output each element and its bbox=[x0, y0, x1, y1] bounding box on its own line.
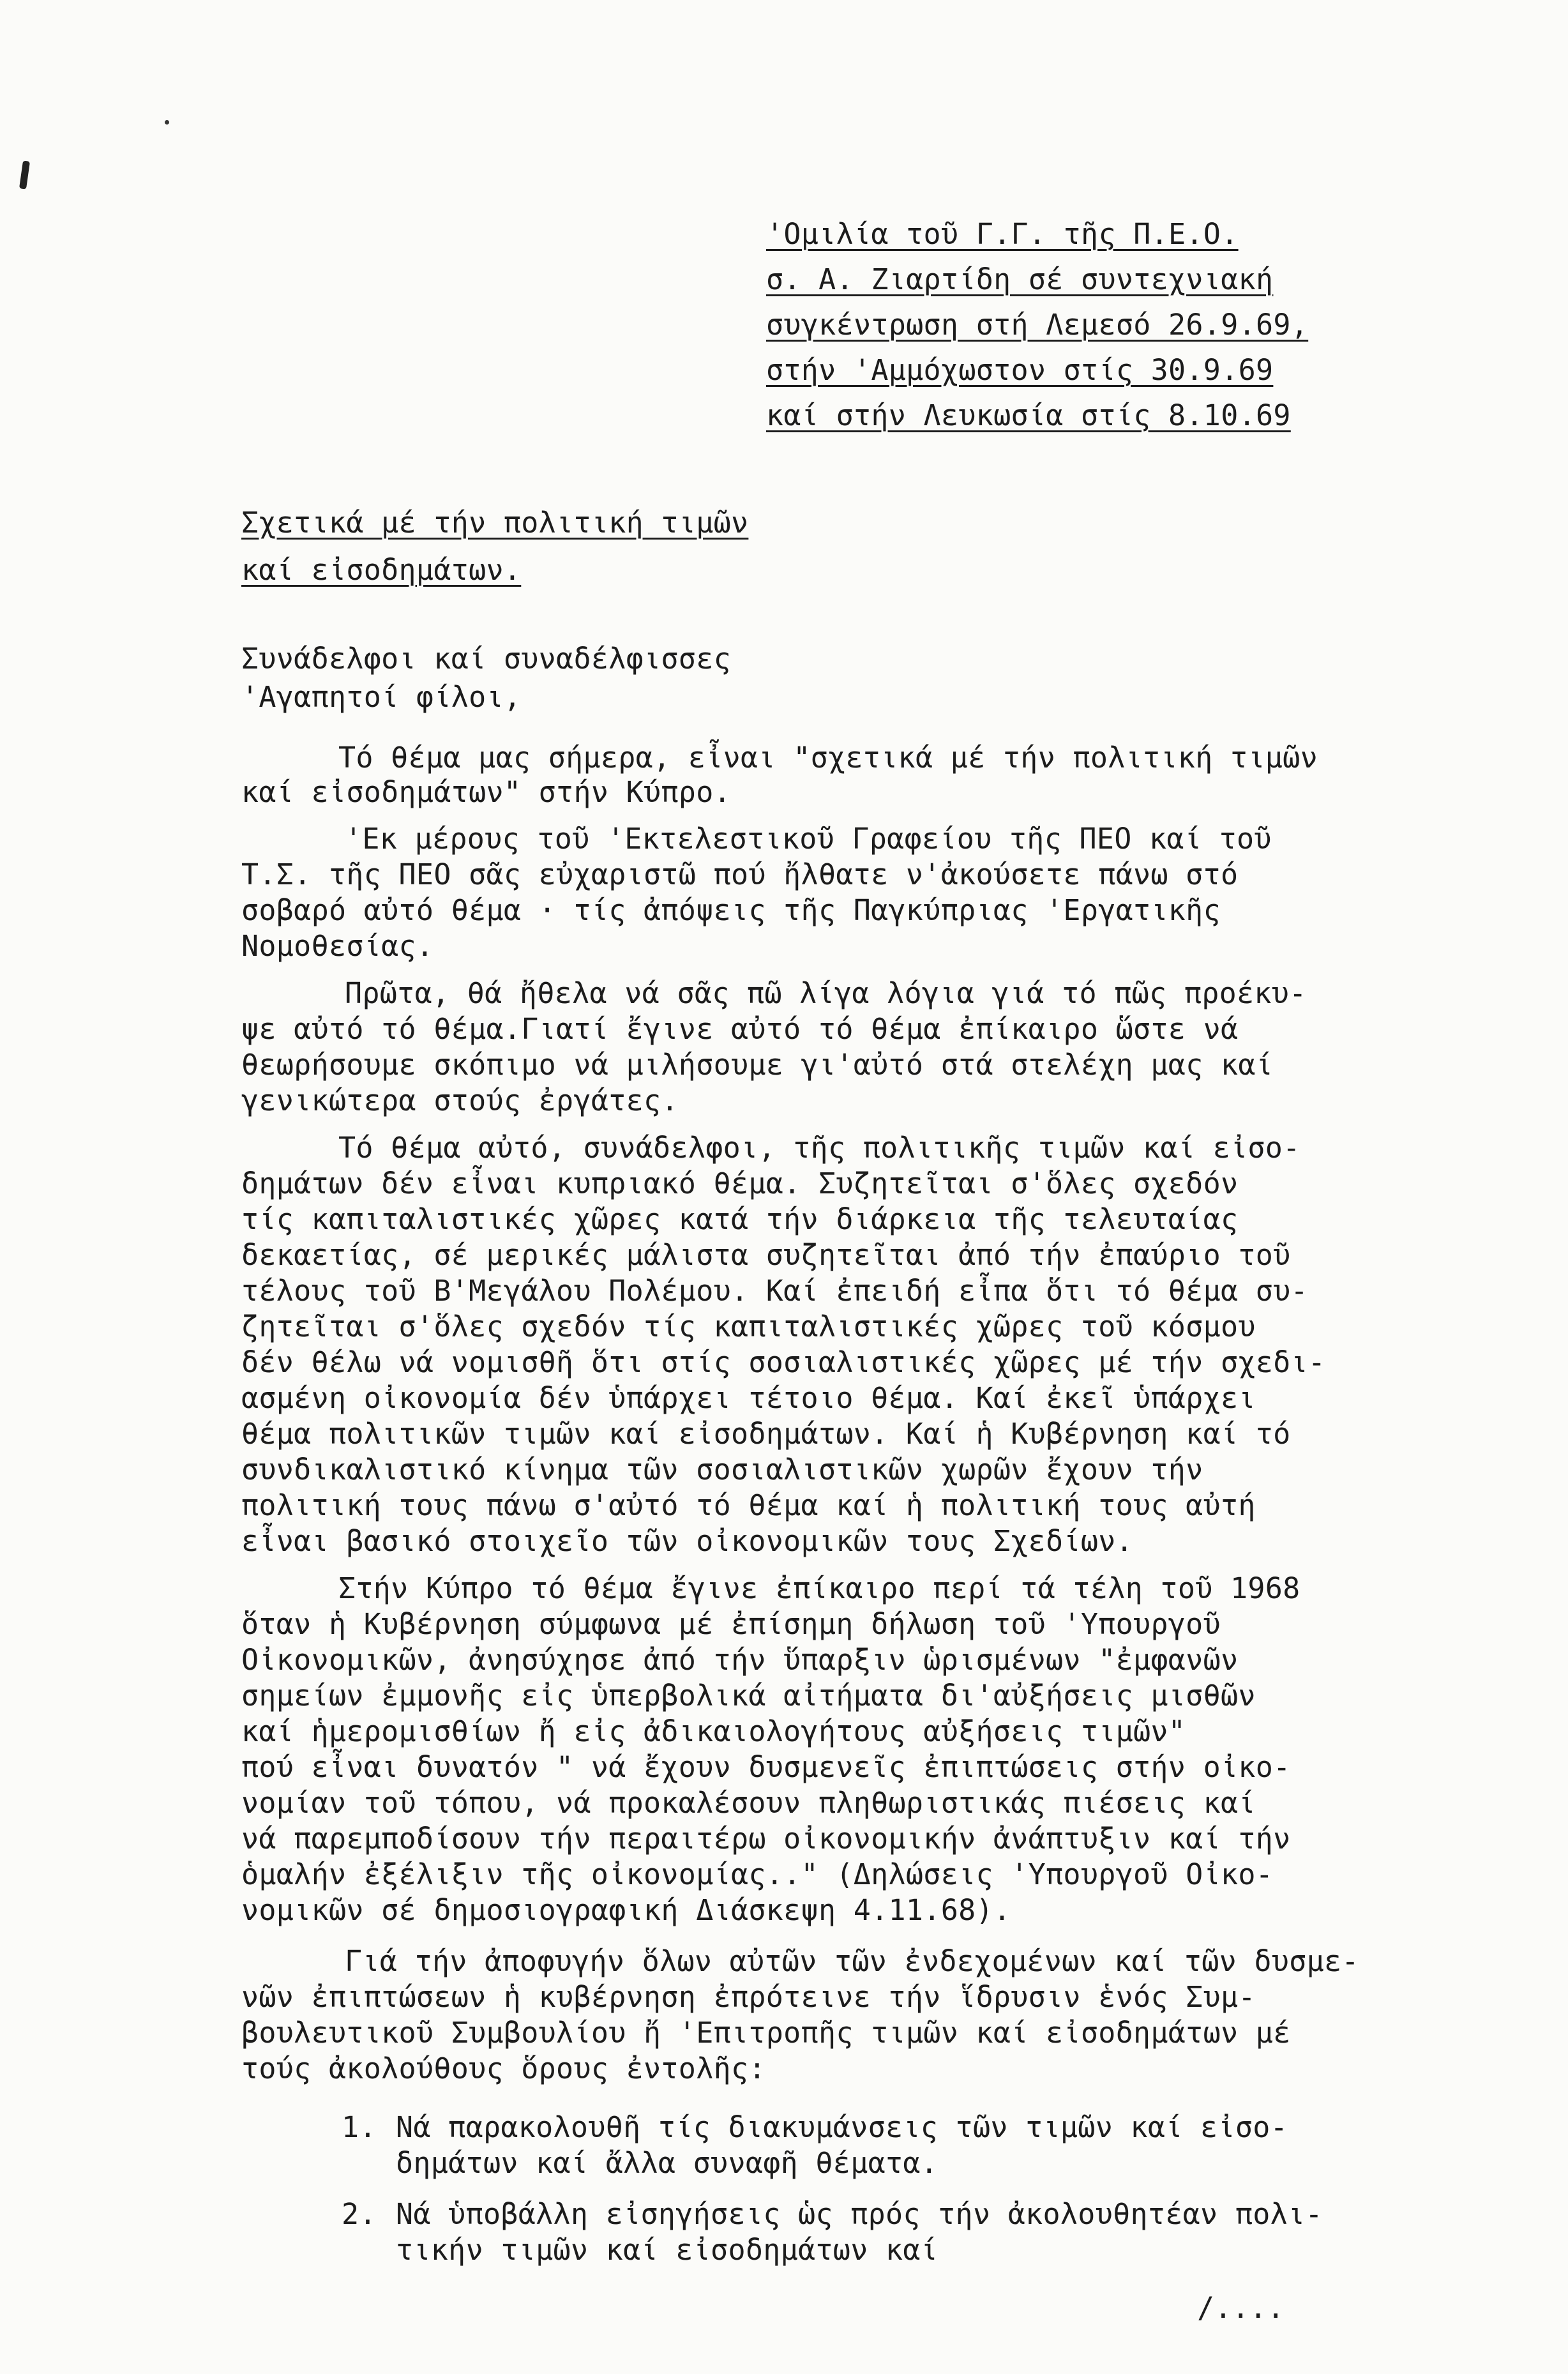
body-line: τούς ἀκολούθους ὅρους ἐντολῆς: bbox=[241, 2052, 766, 2085]
body-line: ασμένη οἰκονομία δέν ὑπάρχει τέτοιο θέμα. Καί ἐκεῖ ὑπάρχει bbox=[241, 1381, 1256, 1415]
body-line: Τό θέμα αὐτό, συνάδελφοι, τῆς πολιτικῆς τιμῶν καί εἰσο- bbox=[338, 1131, 1300, 1165]
list-item-1-line-1: Νά παρακολουθῆ τίς διακυμάνσεις τῶν τιμῶν καί εἰσο- bbox=[396, 2110, 1288, 2144]
list-item-2-line-2: τικήν τιμῶν καί εἰσοδημάτων καί bbox=[396, 2233, 939, 2267]
body-line: νομικῶν σέ δημοσιογραφική Διάσκεψη 4.11.68). bbox=[241, 1893, 1011, 1927]
header-line-2: σ. Α. Ζιαρτίδη σέ συντεχνιακή bbox=[766, 262, 1274, 296]
body-line: πού εἶναι δυνατόν " νά ἔχουν δυσμενεῖς ἐπιπτώσεις στήν οἰκο- bbox=[241, 1750, 1291, 1784]
salutation-line-2: 'Αγαπητοί φίλοι, bbox=[241, 680, 522, 714]
body-line: Τ.Σ. τῆς ΠΕΟ σᾶς εὐχαριστῶ πού ἤλθατε ν'ἀκούσετε πάνω στό bbox=[241, 858, 1239, 891]
header-line-4: στήν 'Αμμόχωστον στίς 30.9.69 bbox=[766, 353, 1274, 387]
body-line: δημάτων δέν εἶναι κυπριακό θέμα. Συζητεῖται σ'ὅλες σχεδόν bbox=[241, 1167, 1239, 1200]
body-line: καί ἡμερομισθίων ἤ εἰς ἀδικαιολογήτους αὐξήσεις τιμῶν" bbox=[241, 1714, 1186, 1748]
body-line: θεωρήσουμε σκόπιμο νά μιλήσουμε γι'αὐτό στά στελέχη μας καί bbox=[241, 1048, 1274, 1082]
body-line: Νομοθεσίας. bbox=[241, 929, 434, 963]
header-line-1: 'Ομιλία τοῦ Γ.Γ. τῆς Π.Ε.Ο. bbox=[766, 217, 1239, 251]
body-line: βουλευτικοῦ Συμβουλίου ἤ 'Επιτροπῆς τιμῶν καί εἰσοδημάτων μέ bbox=[241, 2016, 1291, 2050]
list-item-2-line-1: Νά ὑποβάλλη εἰσηγήσεις ὡς πρός τήν ἀκολουθητέαν πολι- bbox=[396, 2197, 1323, 2231]
body-line: εἶναι βασικό στοιχεῖο τῶν οἰκονομικῶν τους Σχεδίων. bbox=[241, 1524, 1134, 1558]
body-line: δεκαετίας, σέ μερικές μάλιστα συζητεῖται ἀπό τήν ἐπαύριο τοῦ bbox=[241, 1238, 1291, 1272]
body-line: ὁμαλήν ἐξέλιξιν τῆς οἰκονομίας.." (Δηλώσεις 'Υπουργοῦ Οἰκο- bbox=[241, 1857, 1274, 1891]
list-item-1-number: 1. bbox=[342, 2110, 377, 2144]
body-line: καί εἰσοδημάτων" στήν Κύπρο. bbox=[241, 775, 731, 809]
body-line: γενικώτερα στούς ἐργάτες. bbox=[241, 1084, 679, 1117]
salutation-line-1: Συνάδελφοι καί συναδέλφισσες bbox=[241, 642, 731, 676]
body-line: σημείων ἐμμονῆς εἰς ὑπερβολικά αἰτήματα δι'αὐξήσεις μισθῶν bbox=[241, 1679, 1256, 1712]
body-line: σοβαρό αὐτό θέμα · τίς ἀπόψεις τῆς Παγκύπριας 'Εργατικῆς bbox=[241, 893, 1221, 927]
body-line: θέμα πολιτικῶν τιμῶν καί εἰσοδημάτων. Καί ἡ Κυβέρνηση καί τό bbox=[241, 1417, 1291, 1451]
body-line: δέν θέλω νά νομισθῆ ὅτι στίς σοσιαλιστικές χῶρες μέ τήν σχεδι- bbox=[241, 1345, 1326, 1379]
body-line: Πρῶτα, θά ἤθελα νά σᾶς πῶ λίγα λόγια γιά τό πῶς προέκυ- bbox=[345, 976, 1307, 1010]
list-item-2-number: 2. bbox=[342, 2197, 377, 2231]
stray-dot-mark bbox=[165, 120, 169, 125]
body-line: συνδικαλιστικό κίνημα τῶν σοσιαλιστικῶν χωρῶν ἔχουν τήν bbox=[241, 1453, 1203, 1486]
body-line: τέλους τοῦ Β'Μεγάλου Πολέμου. Καί ἐπειδή εἶπα ὅτι τό θέμα συ- bbox=[241, 1274, 1308, 1308]
list-item-1-line-2: δημάτων καί ἄλλα συναφῆ θέματα. bbox=[396, 2146, 939, 2180]
body-line: Οἰκονομικῶν, ἀνησύχησε ἀπό τήν ὕπαρξιν ὡρισμένων "ἐμφανῶν bbox=[241, 1643, 1239, 1677]
body-line: Γιά τήν ἀποφυγήν ὅλων αὐτῶν τῶν ἐνδεχομένων καί τῶν δυσμε- bbox=[345, 1944, 1359, 1978]
header-line-3: συγκέντρωση στή Λεμεσό 26.9.69, bbox=[766, 308, 1309, 342]
body-line: ὅταν ἡ Κυβέρνηση σύμφωνα μέ ἐπίσημη δήλωση τοῦ 'Υπουργοῦ bbox=[241, 1607, 1221, 1641]
subject-line-1: Σχετικά μέ τήν πολιτική τιμῶν bbox=[241, 506, 749, 540]
continuation-mark: /.... bbox=[1197, 2291, 1285, 2325]
binder-hole-mark bbox=[19, 160, 30, 189]
body-line: Τό θέμα μας σήμερα, εἶναι "σχετικά μέ τήν πολιτική τιμῶν bbox=[338, 741, 1318, 775]
body-line: 'Εκ μέρους τοῦ 'Εκτελεστικοῦ Γραφείου τῆς ΠΕΟ καί τοῦ bbox=[345, 822, 1272, 856]
body-line: ψε αὐτό τό θέμα.Γιατί ἔγινε αὐτό τό θέμα ἐπίκαιρο ὥστε νά bbox=[241, 1012, 1239, 1046]
body-line: νῶν ἐπιπτώσεων ἡ κυβέρνηση ἐπρότεινε τήν ἵδρυσιν ἑνός Συμ- bbox=[241, 1980, 1256, 2014]
body-line: ζητεῖται σ'ὅλες σχεδόν τίς καπιταλιστικές χῶρες τοῦ κόσμου bbox=[241, 1310, 1256, 1343]
body-line: Στήν Κύπρο τό θέμα ἔγινε ἐπίκαιρο περί τά τέλη τοῦ 1968 bbox=[338, 1571, 1300, 1605]
body-line: νά παρεμποδίσουν τήν περαιτέρω οἰκονομικήν ἀνάπτυξιν καί τήν bbox=[241, 1822, 1291, 1856]
header-line-5: καί στήν Λευκωσία στίς 8.10.69 bbox=[766, 398, 1291, 432]
body-line: πολιτική τους πάνω σ'αὐτό τό θέμα καί ἡ πολιτική τους αὐτή bbox=[241, 1488, 1256, 1522]
body-line: νομίαν τοῦ τόπου, νά προκαλέσουν πληθωριστικάς πιέσεις καί bbox=[241, 1786, 1256, 1820]
subject-line-2: καί εἰσοδημάτων. bbox=[241, 553, 522, 587]
body-line: τίς καπιταλιστικές χῶρες κατά τήν διάρκεια τῆς τελευταίας bbox=[241, 1202, 1239, 1236]
